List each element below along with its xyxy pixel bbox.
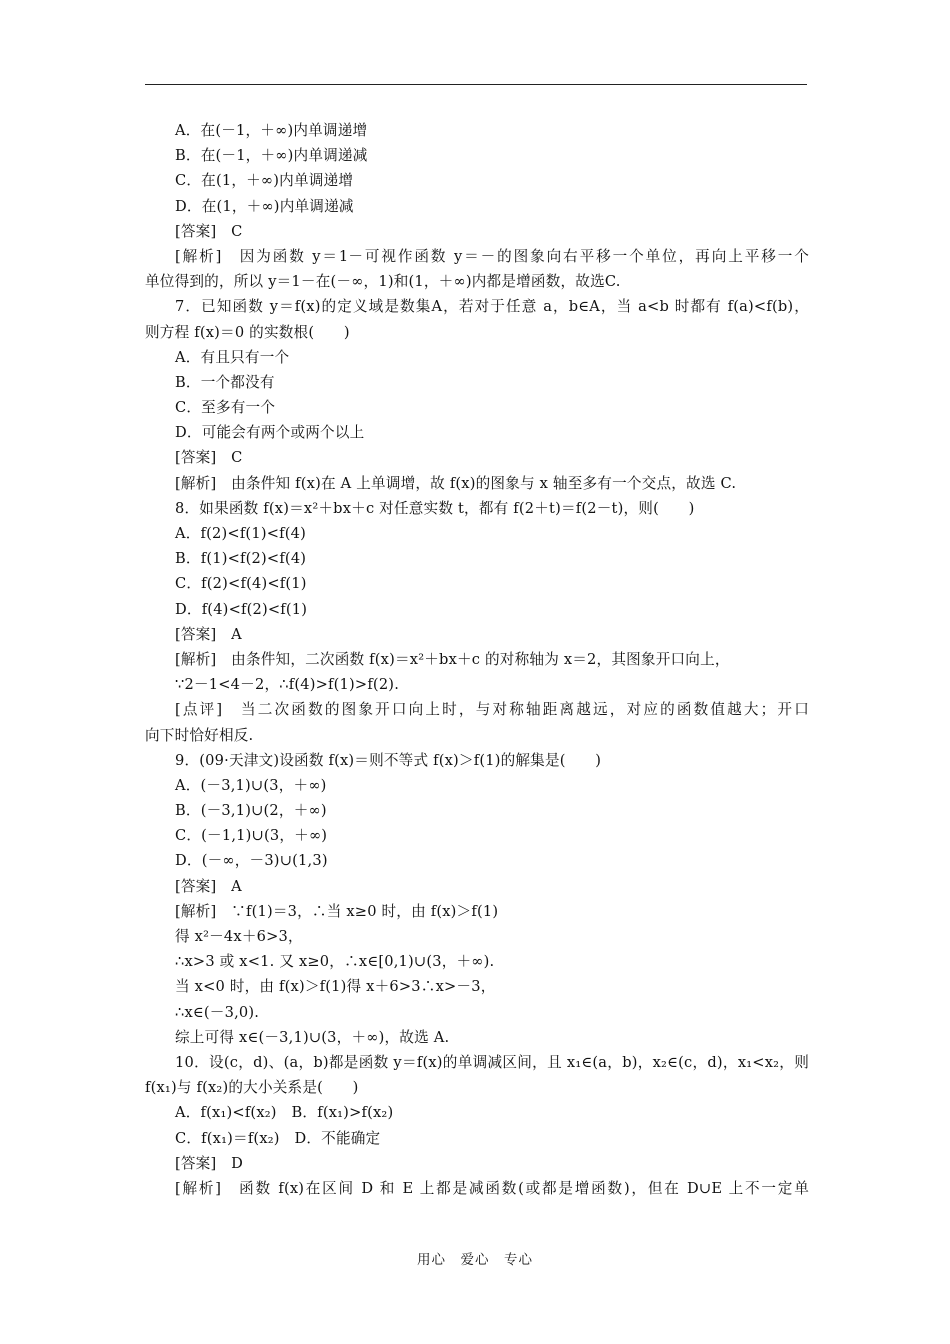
text-line: B．(－3,1)∪(2，＋∞) xyxy=(175,802,327,820)
text-line: D．可能会有两个或两个以上 xyxy=(175,424,365,442)
text-line: A．有且只有一个 xyxy=(175,348,290,366)
text-line: ∴x>3 或 x<1. 又 x≥0，∴x∈[0,1)∪(3，＋∞). xyxy=(175,953,495,971)
text-line: [解析] ∵f(1)＝3，∴当 x≥0 时，由 f(x)＞f(1) xyxy=(175,902,499,920)
text-line: C．(－1,1)∪(3，＋∞) xyxy=(175,827,328,845)
text-line: 向下时恰好相反. xyxy=(145,726,254,744)
text-line: A．f(2)<f(1)<f(4) xyxy=(175,525,307,542)
text-line: 9．(09·天津文)设函数 f(x)＝则不等式 f(x)＞f(1)的解集是( ) xyxy=(175,751,602,769)
text-line: [答案] C xyxy=(175,222,243,240)
text-line: [解析] 由条件知，二次函数 f(x)＝x²＋bx＋c 的对称轴为 x＝2，其图象开口向上， xyxy=(175,650,730,668)
text-line: C．至多有一个 xyxy=(175,399,276,417)
text-line: [解析] 由条件知 f(x)在 A 上单调增，故 f(x)的图象与 x 轴至多有一个交点，故选 C. xyxy=(175,474,737,492)
header-rule xyxy=(145,84,807,85)
text-line: A．(－3,1)∪(3，＋∞) xyxy=(175,776,327,794)
text-line: ∵2－1<4－2，∴f(4)>f(1)>f(2). xyxy=(175,676,400,694)
text-line: ∴x∈(－3,0). xyxy=(175,1003,260,1021)
page-footer: 用心 爱心 专心 xyxy=(417,1252,533,1268)
text-line: 7．已知函数 y＝f(x)的定义域是数集A，若对于任意 a，b∈A，当 a<b 时都有 f(a)<f(b)， xyxy=(175,298,809,316)
text-line: D．(－∞，－3)∪(1,3) xyxy=(175,852,328,870)
text-line: 综上可得 x∈(－3,1)∪(3，＋∞)，故选 A. xyxy=(175,1028,450,1046)
text-line: [点评] 当二次函数的图象开口向上时，与对称轴距离越远，对应的函数值越大；开口 xyxy=(175,701,809,719)
text-line: [答案] A xyxy=(175,625,242,643)
text-line: B．在(－1，＋∞)内单调递减 xyxy=(175,147,368,165)
text-line: A．在(－1，＋∞)内单调递增 xyxy=(175,122,368,139)
text-line: f(x₁)与 f(x₂)的大小关系是( ) xyxy=(145,1079,359,1097)
text-line: D．在(1，＋∞)内单调递减 xyxy=(175,197,354,215)
text-line: B．f(1)<f(2)<f(4) xyxy=(175,550,307,568)
text-line: C．f(x₁)＝f(x₂) D．不能确定 xyxy=(175,1129,381,1147)
text-line: 8．如果函数 f(x)＝x²＋bx＋c 对任意实数 t，都有 f(2＋t)＝f(2－t)，则( ) xyxy=(175,499,695,517)
text-line: D．f(4)<f(2)<f(1) xyxy=(175,600,308,618)
text-line: C．f(2)<f(4)<f(1) xyxy=(175,575,307,593)
text-line: A．f(x₁)<f(x₂) B．f(x₁)>f(x₂) xyxy=(175,1104,394,1122)
text-line: [解析] 函数 f(x)在区间 D 和 E 上都是减函数(或都是增函数)，但在 D∪E 上不一定单 xyxy=(175,1179,809,1197)
page-body xyxy=(145,118,809,1201)
text-line: [答案] C xyxy=(175,449,243,467)
text-line: 10．设(c，d)、(a，b)都是函数 y＝f(x)的单调减区间，且 x₁∈(a，b)，x₂∈(c，d)，x₁<x₂，则 xyxy=(175,1053,809,1071)
text-line: B．一个都没有 xyxy=(175,373,275,391)
text-line: 得 x²－4x＋6>3， xyxy=(175,928,303,945)
text-line: [答案] D xyxy=(175,1154,244,1172)
text-line: 当 x<0 时，由 f(x)＞f(1)得 x＋6>3∴x>－3， xyxy=(175,978,496,996)
text-line: 则方程 f(x)＝0 的实数根( ) xyxy=(145,323,350,341)
text-line: [答案] A xyxy=(175,877,242,895)
text-line: 单位得到的，所以 y＝1－在(－∞，1)和(1，＋∞)内都是增函数，故选C. xyxy=(145,273,621,291)
text-line: C．在(1，＋∞)内单调递增 xyxy=(175,172,354,190)
text-line: [解析] 因为函数 y＝1－可视作函数 y＝－的图象向右平移一个单位，再向上平移一个 xyxy=(175,247,809,265)
